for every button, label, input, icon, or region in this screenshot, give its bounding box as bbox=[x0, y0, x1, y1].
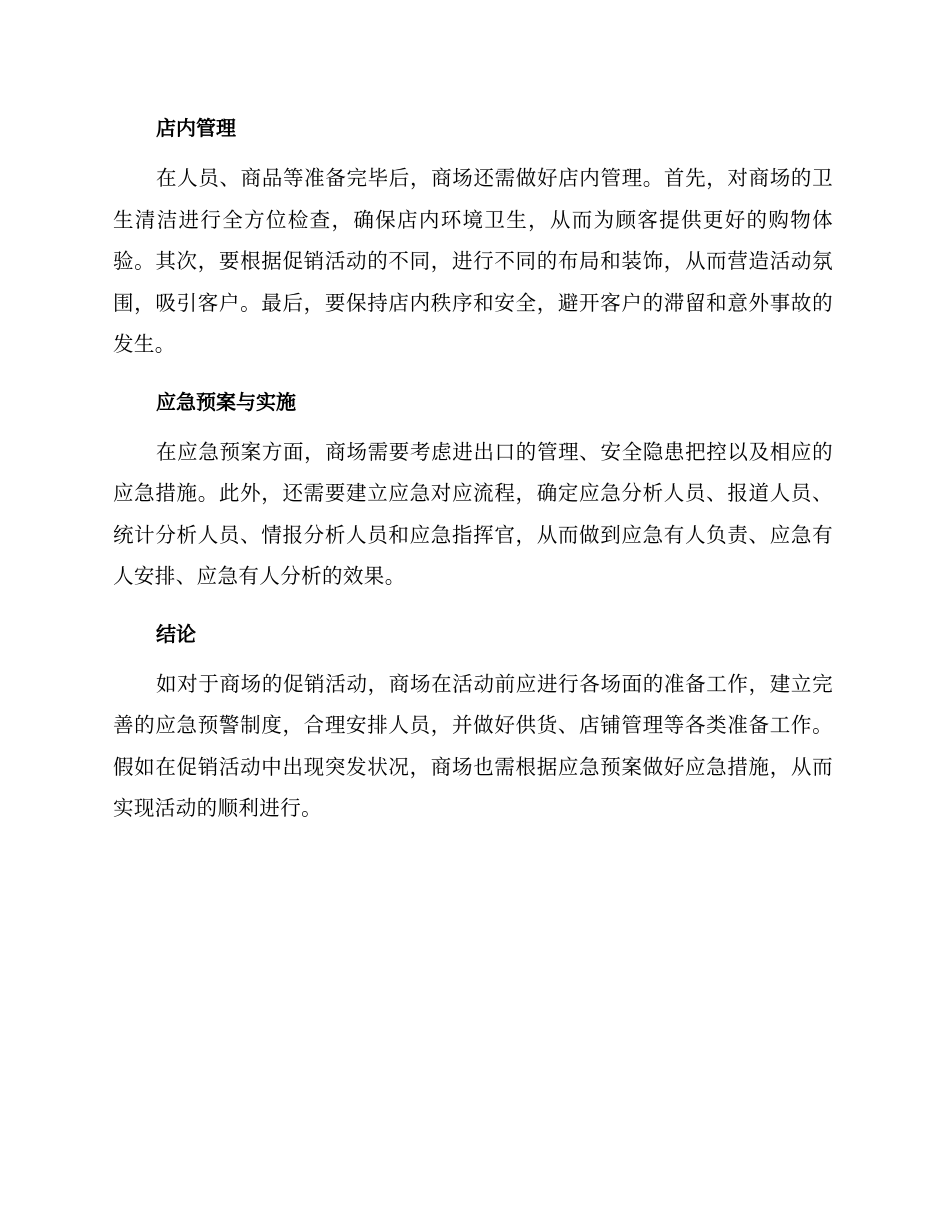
section-heading-emergency-plan: 应急预案与实施 bbox=[156, 389, 296, 414]
section-body-store-management: 在人员、商品等准备完毕后，商场还需做好店内管理。首先，对商场的卫生清洁进行全方位检查，确保店内环境卫生，从而为顾客提供更好的购物体验。其次，要根据促销活动的不同，进行不同的布局和装饰，从而营造活动氛围，吸引客户。最后，要保持店内秩序和安全，避开客户的滞留和意外事故的发生。 bbox=[113, 166, 833, 356]
section-heading-store-management: 店内管理 bbox=[156, 116, 236, 140]
section-body-emergency-plan: 在应急预案方面，商场需要考虑进出口的管理、安全隐患把控以及相应的应急措施。此外，还需要建立应急对应流程，确定应急分析人员、报道人员、统计分析人员、情报分析人员和应急指挥官，从而做到应急有人负责、应急有人安排、应急有人分析的效果。 bbox=[113, 439, 833, 588]
section-heading-conclusion: 结论 bbox=[156, 621, 196, 646]
document-content bbox=[113, 108, 833, 846]
section-body-conclusion: 如对于商场的促销活动，商场在活动前应进行各场面的准备工作，建立完善的应急预警制度，合理安排人员，并做好供货、店铺管理等各类准备工作。假如在促销活动中出现突发状况，商场也需根据应急预案做好应急措施，从而实现活动的顺利进行。 bbox=[113, 671, 833, 820]
